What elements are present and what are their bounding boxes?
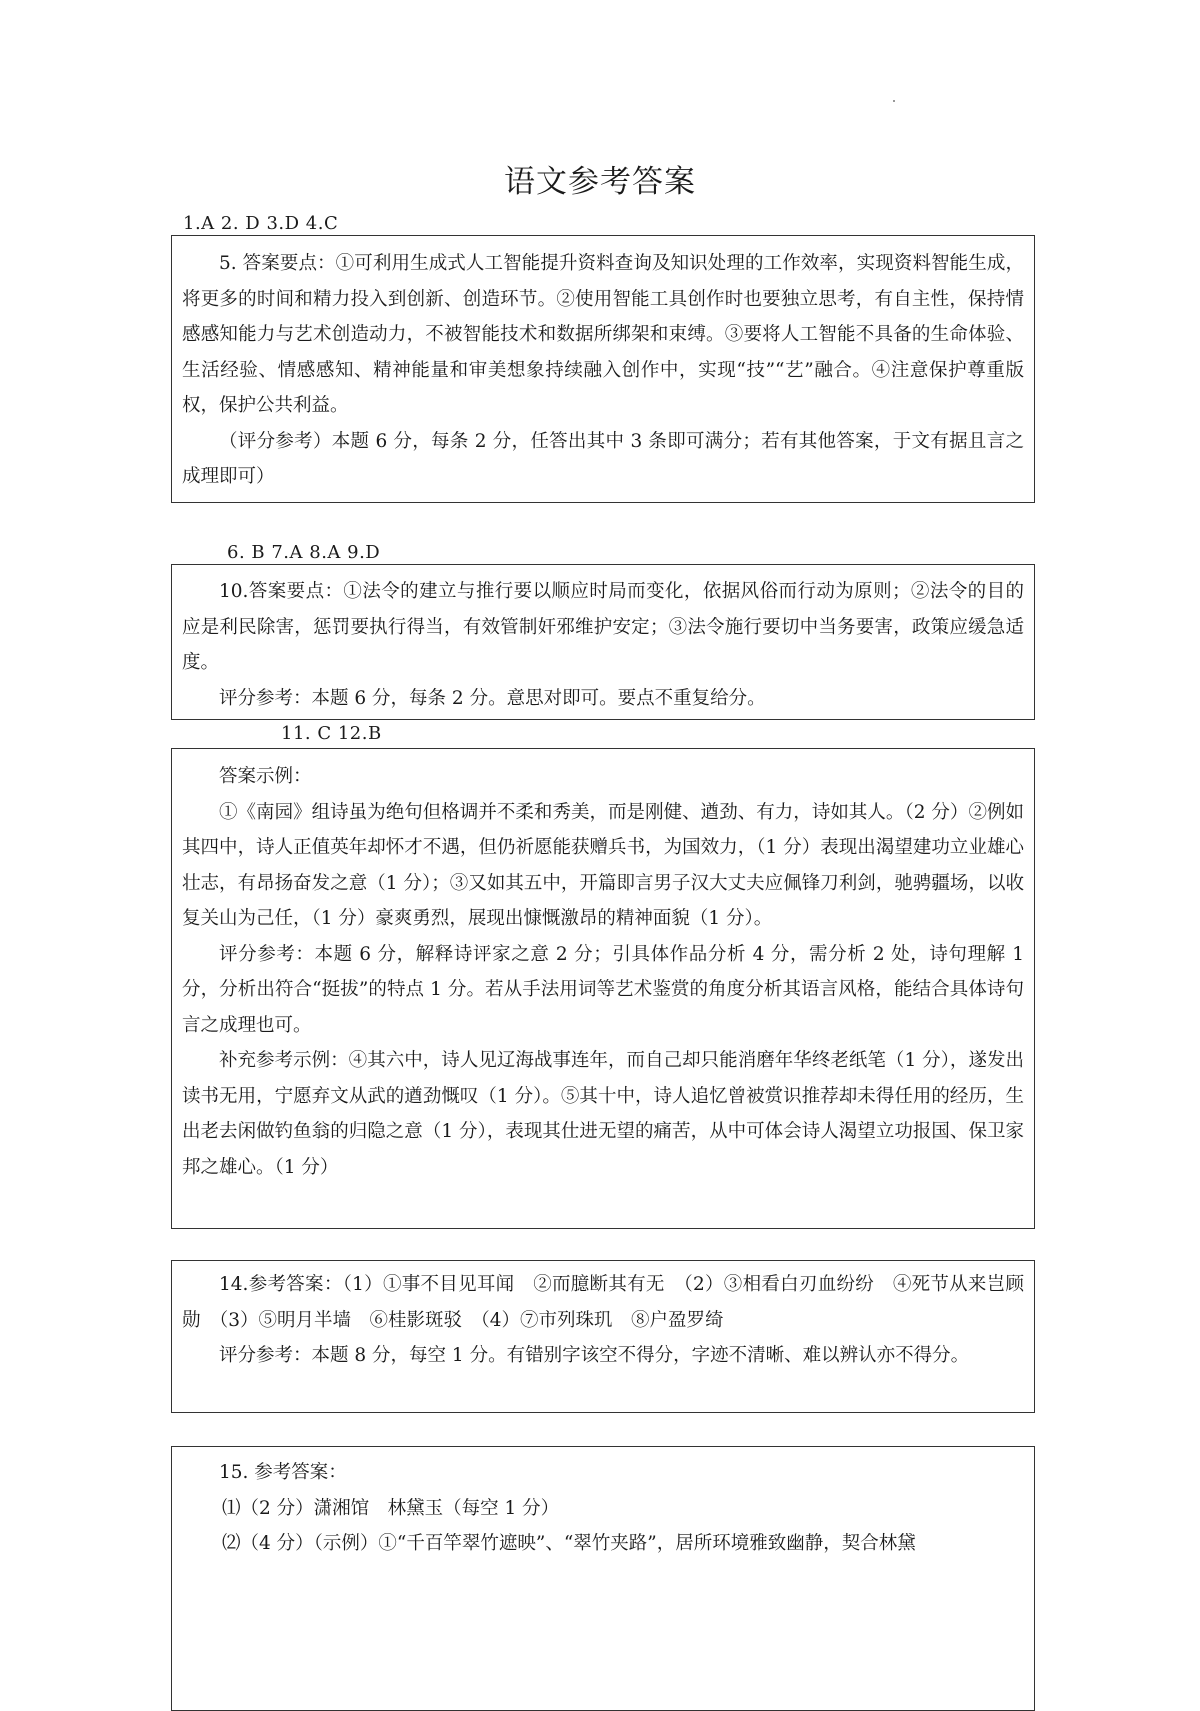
q15-heading: 15. 参考答案： bbox=[219, 1462, 347, 1483]
q15-part1: ⑴（2 分）潇湘馆 林黛玉（每空 1 分） bbox=[222, 1497, 560, 1519]
answers-6-9: 6. B 7.A 8.A 9.D bbox=[227, 542, 381, 563]
q5-scoring-text: （评分参考）本题 6 分，每条 2 分，任答出其中 3 条即可满分；若有其他答案，于文有据且言之成理即可） bbox=[182, 430, 1024, 487]
q15-answer-box bbox=[171, 1446, 1035, 1711]
q5-answer-text: 5. 答案要点：①可利用生成式人工智能提升资料查询及知识处理的工作效率，实现资料智能生成，将更多的时间和精力投入到创新、创造环节。②使用智能工具创作时也要独立思考，有自主性，保持情感感知能力与艺术创造动力，不被智能技术和数据所绑架和束缚。③要将人工智能不具备的生命体验、生活经验、情感感知、精神能量和审美想象持续融入创作中，实现“技”“艺”融合。④注意保护尊重版权，保护公共利益。 bbox=[182, 253, 1024, 416]
q13-scoring-text: 评分参考：本题 6 分，解释诗评家之意 2 分；引具体作品分析 4 分，需分析 2 处，诗句理解 1 分，分析出符合“挺拔”的特点 1 分。若从手法用词等艺术鉴赏的角度分析其语言风格，能结合具体诗句言之成理也可。 bbox=[182, 943, 1024, 1036]
answers-1-4: 1.A 2. D 3.D 4.C bbox=[183, 213, 339, 234]
q15-part2: ⑵（4 分）（示例）①“千百竿翠竹遮映”、“翠竹夹路”，居所环境雅致幽静，契合林黛 bbox=[222, 1533, 916, 1554]
q5-answer-box bbox=[171, 235, 1035, 503]
q14-answer-box bbox=[171, 1260, 1035, 1413]
q10-answer-box bbox=[171, 564, 1035, 720]
q13-answer-box bbox=[171, 748, 1035, 1229]
q14-answer-text: 14.参考答案：（1）①事不目见耳闻 ②而臆断其有无 （2）③相看白刃血纷纷 ④死节从来岂顾勋 （3）⑤明月半墙 ⑥桂影斑驳 （4）⑦市列珠玑 ⑧户盈罗绮 bbox=[182, 1274, 1024, 1331]
q10-scoring-text: 评分参考：本题 6 分，每条 2 分。意思对即可。要点不重复给分。 bbox=[219, 687, 766, 709]
q13-answer-text: ①《南园》组诗虽为绝句但格调并不柔和秀美，而是刚健、遒劲、有力，诗如其人。（2 分）②例如其四中，诗人正值英年却怀才不遇，但仍祈愿能获赠兵书，为国效力，（1 分）表现出渴望建功立业雄心壮志，有昂扬奋发之意（1 分）；③又如其五中，开篇即言男子汉大丈夫应佩锋刀利剑，驰骋疆场，以收复关山为己任，（1 分）豪爽勇烈，展现出慷慨激昂的精神面貌（1 分）。 bbox=[182, 801, 1024, 929]
q13-heading: 答案示例： bbox=[219, 766, 312, 787]
q10-answer-text: 10.答案要点：①法令的建立与推行要以顺应时局而变化，依据风俗而行动为原则；②法令的目的应是利民除害，惩罚要执行得当，有效管制奸邪维护安定；③法令施行要切中当务要害，政策应缓急适度。 bbox=[182, 581, 1024, 673]
answers-11-12: 11. C 12.B bbox=[281, 723, 382, 744]
scan-speck bbox=[893, 100, 895, 102]
page-title: 语文参考答案 bbox=[504, 164, 696, 200]
q13-supplement-text: 补充参考示例：④其六中，诗人见辽海战事连年，而自己却只能消磨年华终老纸笔（1 分），遂发出读书无用，宁愿弃文从武的遒劲慨叹（1 分）。⑤其十中，诗人追忆曾被赏识推荐却未得任用的经历，生出老去闲做钓鱼翁的归隐之意（1 分），表现其仕进无望的痛苦，从中可体会诗人渴望立功报国、保卫家邦之雄心。（1 分） bbox=[182, 1050, 1024, 1178]
q14-scoring-text: 评分参考：本题 8 分，每空 1 分。有错别字该空不得分，字迹不清晰、难以辨认亦不得分。 bbox=[219, 1345, 970, 1366]
